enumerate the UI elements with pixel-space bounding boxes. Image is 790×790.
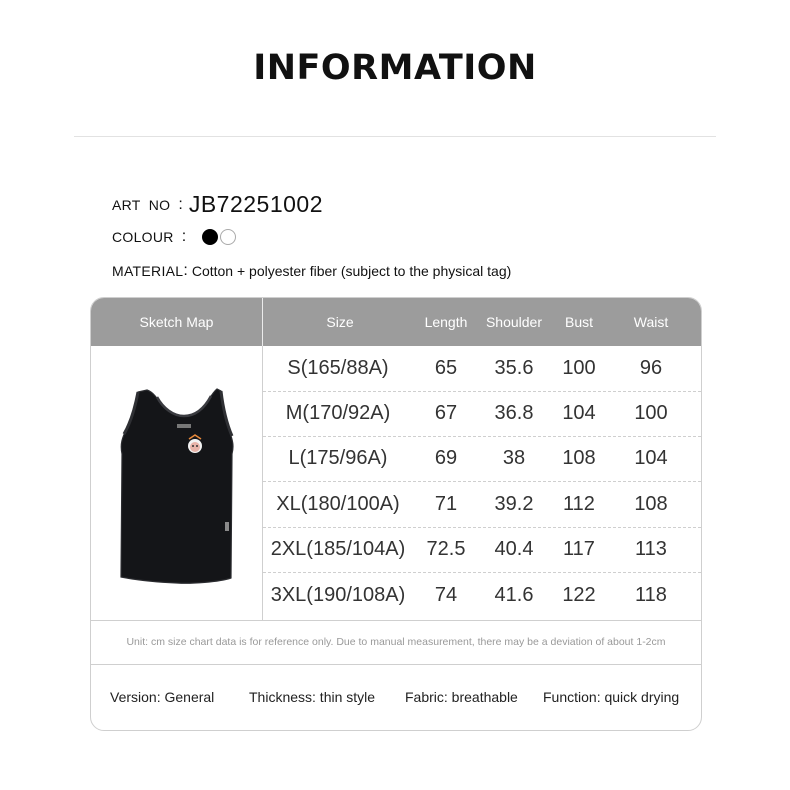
cell-shoulder: 40.4 (494, 538, 534, 560)
size-chart (90, 297, 702, 731)
colour-label: COLOUR (112, 229, 174, 245)
cell-length: 71 (434, 493, 458, 515)
feature-thickness: Thickness: thin style (249, 689, 376, 705)
header-bust: Bust (564, 314, 593, 330)
cell-bust: 100 (562, 357, 596, 379)
cell-shoulder: 41.6 (494, 584, 534, 606)
cell-waist: 113 (635, 538, 667, 560)
table-row (263, 436, 701, 482)
table-row (263, 527, 701, 573)
cell-waist: 118 (635, 584, 667, 606)
header-size: Size (326, 314, 354, 330)
neck-label (177, 424, 191, 428)
table-row (263, 346, 701, 392)
art-no-value: JB72251002 (188, 191, 324, 217)
feature-function: Function: quick drying (543, 689, 680, 705)
art-no-row (112, 191, 323, 218)
cell-size: M(170/92A) (285, 402, 391, 424)
material-label: MATERIAL (112, 263, 184, 279)
side-tag (225, 522, 229, 531)
cell-waist: 96 (639, 357, 663, 379)
cell-size: 2XL(185/104A) (270, 538, 406, 560)
cell-shoulder: 39.2 (494, 493, 534, 515)
cell-bust: 122 (562, 584, 596, 606)
cell-waist: 104 (634, 447, 668, 469)
cell-size: 3XL(190/108A) (270, 584, 406, 606)
cell-length: 65 (434, 357, 458, 379)
table-row (263, 391, 701, 437)
material-row (112, 262, 511, 280)
cell-waist: 108 (634, 493, 668, 515)
cell-size: L(175/96A) (288, 447, 388, 469)
art-no-label: ART NO (112, 196, 171, 213)
features-row (91, 664, 701, 730)
feature-version: Version: General (110, 689, 215, 705)
table-row (263, 482, 701, 528)
size-chart-header (91, 298, 701, 346)
colour-row (112, 228, 236, 246)
tank-top-sketch (91, 346, 262, 620)
cell-bust: 108 (562, 447, 596, 469)
cell-shoulder: 38 (502, 447, 526, 469)
feature-fabric: Fabric: breathable (405, 689, 518, 705)
cell-bust: 117 (563, 538, 595, 560)
header-sketch-map: Sketch Map (139, 314, 214, 330)
cell-length: 74 (434, 584, 458, 606)
cell-length: 72.5 (426, 538, 466, 560)
header-length: Length (424, 314, 468, 330)
header-shoulder: Shoulder (485, 314, 543, 330)
cell-bust: 112 (563, 493, 595, 515)
colour-colon: : (181, 228, 187, 245)
art-no-colon: : (178, 195, 183, 213)
cell-bust: 104 (562, 402, 596, 424)
cell-length: 69 (434, 447, 458, 469)
colour-swatch-black[interactable] (202, 229, 218, 245)
measurement-note: Unit: cm size chart data is for reference only. Due to manual measurement, there may be a deviation of about 1-2cm (91, 620, 701, 665)
table-row (263, 573, 701, 618)
cell-size: XL(180/100A) (276, 493, 400, 515)
header-waist: Waist (633, 314, 669, 330)
material-value: Cotton + polyester fiber (subject to the physical tag) (191, 263, 512, 279)
sketch-map-cell (91, 346, 263, 620)
cell-waist: 100 (634, 402, 668, 424)
page-title: INFORMATION (253, 48, 537, 88)
cell-length: 67 (434, 402, 458, 424)
header-divider (262, 298, 263, 346)
material-colon: : (183, 262, 188, 279)
cell-shoulder: 35.6 (494, 357, 534, 379)
cell-size: S(165/88A) (287, 357, 389, 379)
title-divider (74, 136, 716, 137)
cell-shoulder: 36.8 (494, 402, 534, 424)
colour-swatch-white[interactable] (220, 229, 236, 245)
